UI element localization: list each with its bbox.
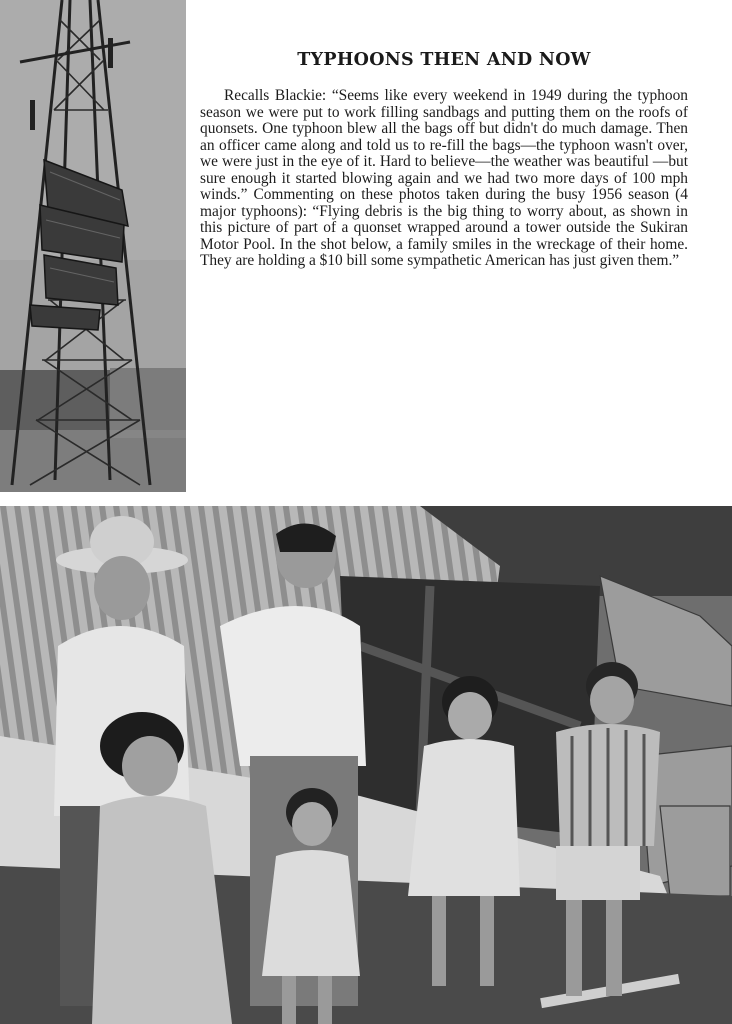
article-title: TYPHOONS THEN AND NOW bbox=[297, 50, 591, 70]
tower-photo bbox=[0, 0, 186, 492]
article-body: Recalls Blackie: “Seems like every weekend in 1949 during the typhoon season we were put to work filling sandbags and putting them on the roofs of quonsets. One typhoon blew all the bags off but didn't do much damage. Then an officer came along and told us to re-fill the bags—the typhoon wasn't over, we were just in the eye of it. Hard to believe—the weather was beautiful —but sure enough it started blowing again and we had two more days of 100 mph winds.” Commenting on these photos taken during the busy 1956 season (4 major typhoons): “Flying debris is the big thing to worry about, as shown in this picture of part of a quonset wrapped around a tower outside the Sukiran Motor Pool. In the shot below, a family smiles in the wreckage of their home. They are holding a $10 bill some sympathetic American has just given them.” bbox=[200, 87, 688, 269]
article bbox=[200, 50, 688, 270]
family-illustration bbox=[0, 506, 732, 1024]
family-photo bbox=[0, 506, 732, 1024]
tower-illustration bbox=[0, 0, 186, 492]
